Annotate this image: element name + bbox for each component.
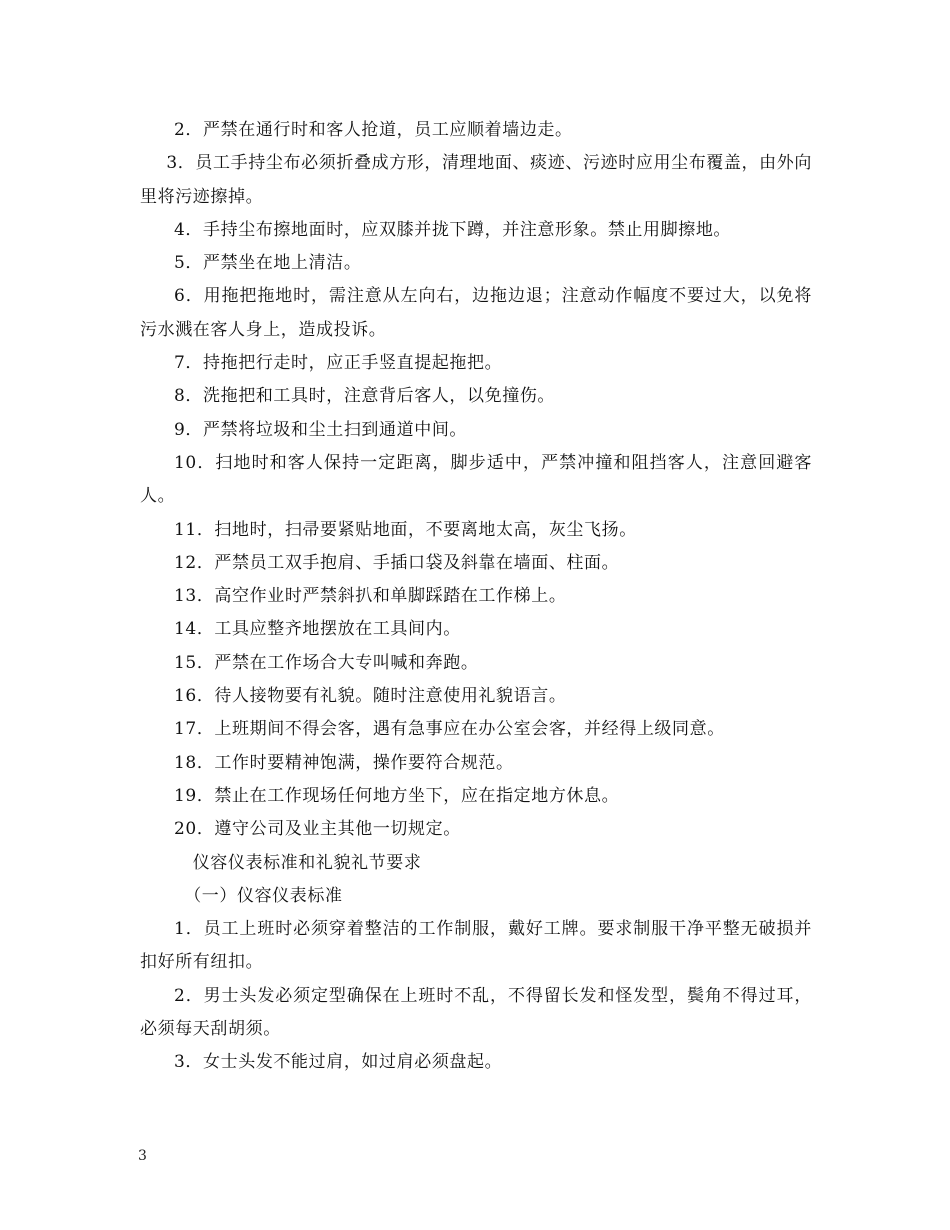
paragraph-item-2: 2．严禁在通行时和客人抢道，员工应顺着墙边走。 <box>174 120 573 140</box>
appearance-item-2: 2．男士头发必须定型确保在上班时不乱，不得留长发和怪发型，鬓角不得过耳，必须每天刮胡须。 <box>140 985 812 1040</box>
paragraph-item-5: 5．严禁坐在地上清洁。 <box>174 253 362 274</box>
paragraph-item-14: 14．工具应整齐地摆放在工具间内。 <box>174 619 461 640</box>
paragraph-item-13: 13．高空作业时严禁斜扒和单脚踩踏在工作梯上。 <box>174 586 567 607</box>
paragraph-item-17: 17．上班期间不得会客，遇有急事应在办公室会客，并经得上级同意。 <box>174 719 725 740</box>
paragraph-item-6: 6．用拖把拖地时，需注意从左向右，边拖边退；注意动作幅度不要过大，以免将污水溅在客人身上，造成投诉。 <box>140 286 812 340</box>
paragraph-item-4: 4．手持尘布擦地面时，应双膝并拢下蹲，并注意形象。禁止用脚擦地。 <box>174 219 732 240</box>
paragraph-item-18: 18．工作时要精神饱满，操作要符合规范。 <box>174 752 514 773</box>
appearance-item-1: 1．员工上班时必须穿着整洁的工作制服，戴好工牌。要求制服干净平整无破损并扣好所有纽扣。 <box>140 919 812 973</box>
paragraph-item-12: 12．严禁员工双手抱肩、手插口袋及斜靠在墙面、柱面。 <box>174 552 620 573</box>
paragraph-item-10: 10．扫地时和客人保持一定距离，脚步适中，严禁冲撞和阻挡客人，注意回避客人。 <box>140 452 812 507</box>
paragraph-item-7: 7．持拖把行走时，应正手竖直提起拖把。 <box>174 353 503 374</box>
paragraph-item-8: 8．洗拖把和工具时，注意背后客人，以免撞伤。 <box>174 386 556 407</box>
paragraph-item-19: 19．禁止在工作现场任何地方坐下，应在指定地方休息。 <box>174 785 620 806</box>
appearance-item-3: 3．女士头发不能过肩，如过肩必须盘起。 <box>174 1052 503 1073</box>
page-number: 3 <box>138 1148 147 1164</box>
subsection-heading: （一）仪容仪表标准 <box>184 885 343 906</box>
paragraph-item-16: 16．待人接物要有礼貌。随时注意使用礼貌语言。 <box>174 686 567 707</box>
paragraph-item-15: 15．严禁在工作场合大专叫喊和奔跑。 <box>174 652 479 673</box>
paragraph-item-11: 11．扫地时，扫帚要紧贴地面，不要离地太高，灰尘飞扬。 <box>174 519 637 540</box>
paragraph-item-9: 9．严禁将垃圾和尘土扫到通道中间。 <box>174 419 468 440</box>
paragraph-item-3: 3．员工手持尘布必须折叠成方形，清理地面、痰迹、污迹时应用尘布覆盖，由外向里将污迹擦掉。 <box>140 153 812 207</box>
document-body <box>140 114 812 1080</box>
paragraph-item-20: 20．遵守公司及业主其他一切规定。 <box>174 819 461 840</box>
section-heading: 仪容仪表标准和礼貌礼节要求 <box>192 852 422 873</box>
